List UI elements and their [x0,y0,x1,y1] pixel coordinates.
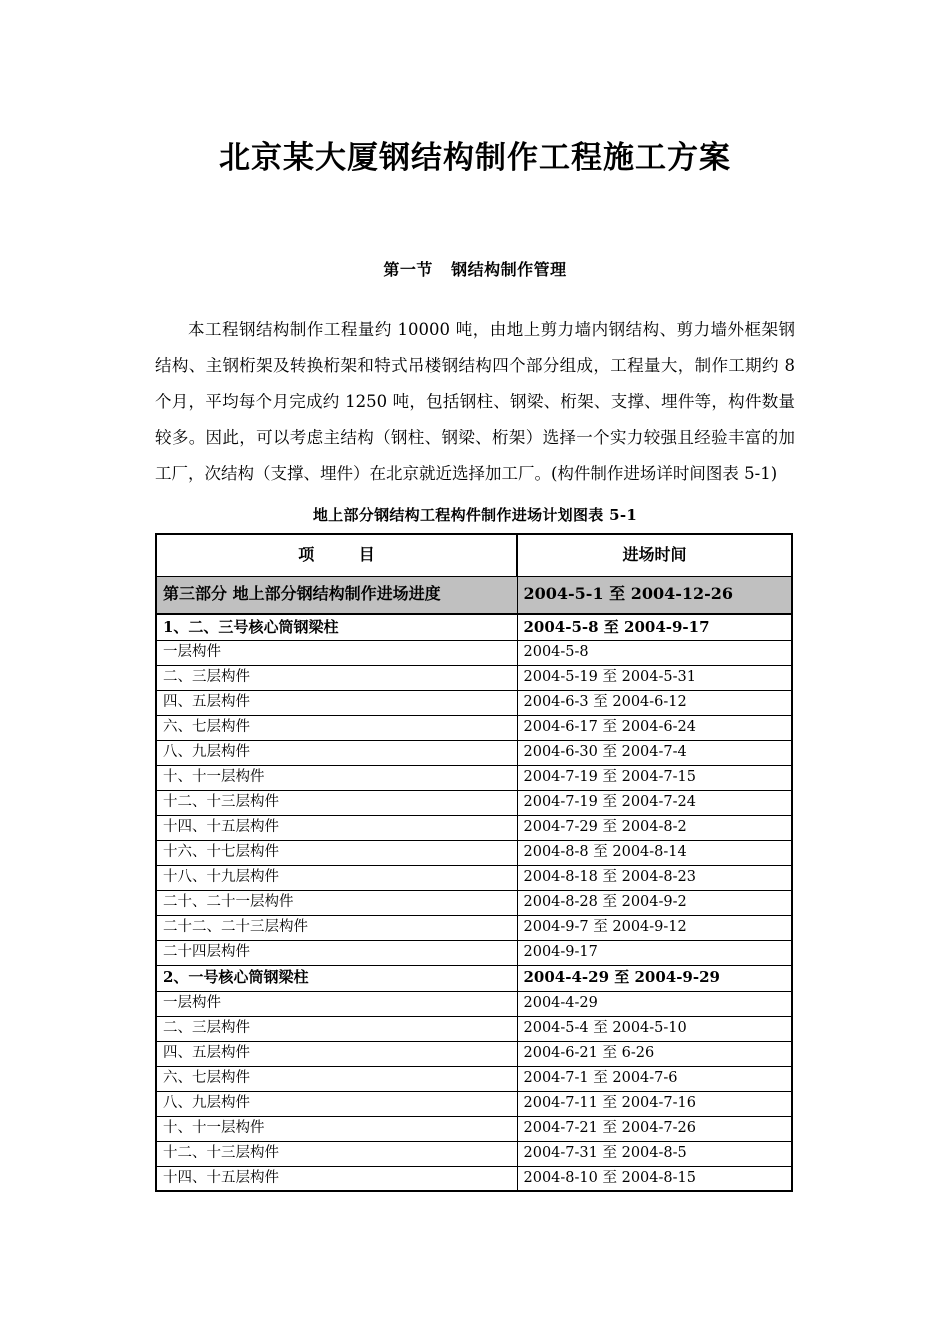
table-row [156,1016,792,1041]
table-row [156,690,792,715]
table-row [156,1041,792,1066]
cell-time: 2004-5-4 至 2004-5-10 [517,1016,792,1041]
table-row [156,1141,792,1166]
cell-time: 2004-9-7 至 2004-9-12 [517,915,792,940]
cell-time: 2004-9-17 [517,940,792,965]
cell-time: 2004-4-29 至 2004-9-29 [517,965,792,991]
cell-item: 2、一号核心筒钢梁柱 [156,965,517,991]
table-row [156,1091,792,1116]
body-paragraph: 本工程钢结构制作工程量约 10000 吨，由地上剪力墙内钢结构、剪力墙外框架钢结构、主钢桁架及转换桁架和特式吊楼钢结构四个部分组成，工程量大，制作工期约 8 个月，平均每个月完成约 1250 吨，包括钢柱、钢梁、桁架、支撑、埋件等，构件数量较多。因此，可以考虑主结构（钢柱、钢梁、桁架）选择一个实力较强且经验丰富的加工厂，次结构（支撑、埋件）在北京就近选择加工厂。(构件制作进场详时间图表 5-1) [155,320,795,484]
cell-item: 一层构件 [156,991,517,1016]
section-heading: 第一节 钢结构制作管理 [383,260,567,280]
cell-item: 十二、十三层构件 [156,790,517,815]
table-row [156,614,792,640]
cell-item: 二十四层构件 [156,940,517,965]
cell-item: 十六、十七层构件 [156,840,517,865]
cell-item: 十二、十三层构件 [156,1141,517,1166]
cell-item: 八、九层构件 [156,740,517,765]
table-row [156,940,792,965]
cell-item: 一层构件 [156,640,517,665]
table-header-row [156,534,792,576]
table-row [156,665,792,690]
cell-time: 2004-4-29 [517,991,792,1016]
cell-time: 2004-7-19 至 2004-7-24 [517,790,792,815]
cell-time: 2004-5-19 至 2004-5-31 [517,665,792,690]
cell-item: 四、五层构件 [156,690,517,715]
banner-item: 第三部分 地上部分钢结构制作进场进度 [156,576,517,614]
cell-time: 2004-5-8 至 2004-9-17 [517,614,792,640]
table-caption: 地上部分钢结构工程构件制作进场计划图表 5-1 [312,506,638,525]
table-row [156,1116,792,1141]
cell-item: 十、十一层构件 [156,765,517,790]
cell-time: 2004-8-28 至 2004-9-2 [517,890,792,915]
table-row [156,1166,792,1191]
cell-time: 2004-7-19 至 2004-7-15 [517,765,792,790]
cell-time: 2004-6-3 至 2004-6-12 [517,690,792,715]
banner-time: 2004-5-1 至 2004-12-26 [517,576,792,614]
column-header-item [156,534,517,576]
cell-item: 十八、十九层构件 [156,865,517,890]
cell-time: 2004-7-31 至 2004-8-5 [517,1141,792,1166]
schedule-table [155,533,793,1192]
table-row [156,715,792,740]
table-row [156,790,792,815]
table-row [156,815,792,840]
table-banner-row [156,576,792,614]
column-header-item-label: 项 目 [298,544,375,564]
cell-item: 1、二、三号核心筒钢梁柱 [156,614,517,640]
cell-time: 2004-5-8 [517,640,792,665]
cell-time: 2004-8-8 至 2004-8-14 [517,840,792,865]
cell-item: 二、三层构件 [156,1016,517,1041]
table-row [156,991,792,1016]
cell-time: 2004-7-11 至 2004-7-16 [517,1091,792,1116]
cell-time: 2004-6-21 至 6-26 [517,1041,792,1066]
table-row [156,890,792,915]
table-row [156,915,792,940]
table-row [156,740,792,765]
column-header-time: 进场时间 [517,534,792,576]
cell-item: 四、五层构件 [156,1041,517,1066]
cell-item: 八、九层构件 [156,1091,517,1116]
cell-time: 2004-6-17 至 2004-6-24 [517,715,792,740]
cell-item: 二十二、二十三层构件 [156,915,517,940]
cell-item: 二、三层构件 [156,665,517,690]
table-row [156,640,792,665]
schedule-table-body [156,534,792,1191]
cell-item: 二十、二十一层构件 [156,890,517,915]
cell-time: 2004-6-30 至 2004-7-4 [517,740,792,765]
table-row [156,865,792,890]
cell-item: 十四、十五层构件 [156,1166,517,1191]
cell-time: 2004-7-29 至 2004-8-2 [517,815,792,840]
page-title: 北京某大厦钢结构制作工程施工方案 [219,140,731,176]
table-row [156,1066,792,1091]
cell-time: 2004-7-1 至 2004-7-6 [517,1066,792,1091]
cell-time: 2004-7-21 至 2004-7-26 [517,1116,792,1141]
table-row [156,765,792,790]
cell-time: 2004-8-10 至 2004-8-15 [517,1166,792,1191]
cell-item: 十四、十五层构件 [156,815,517,840]
table-row [156,965,792,991]
table-row [156,840,792,865]
cell-time: 2004-8-18 至 2004-8-23 [517,865,792,890]
cell-item: 六、七层构件 [156,715,517,740]
cell-item: 六、七层构件 [156,1066,517,1091]
cell-item: 十、十一层构件 [156,1116,517,1141]
